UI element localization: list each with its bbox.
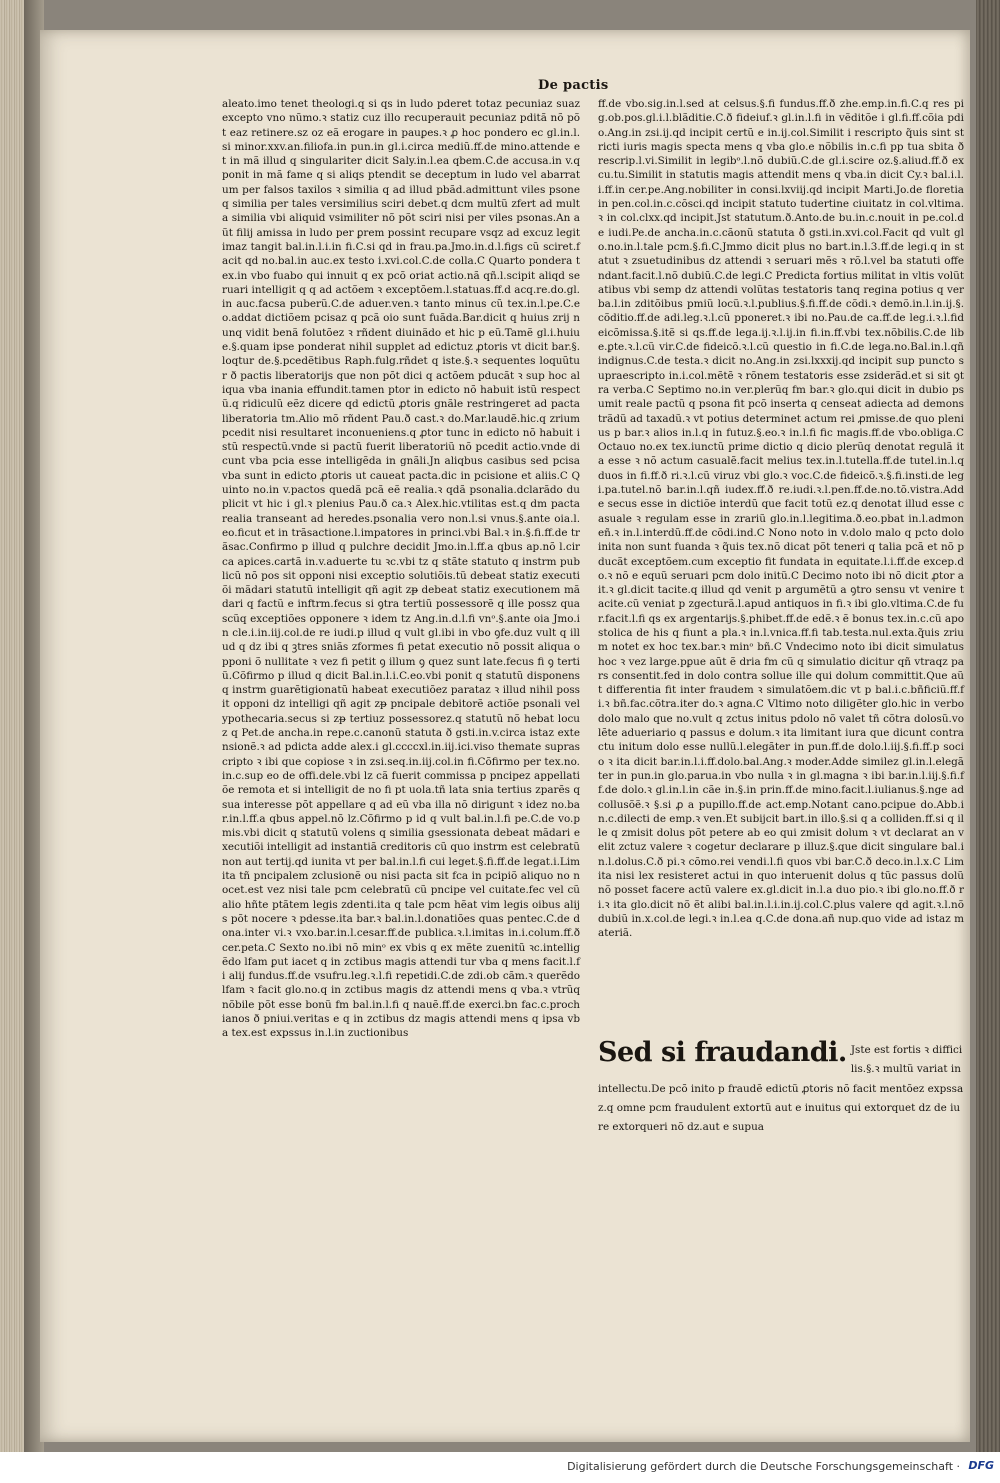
dfg-logo: DFG	[968, 1459, 994, 1472]
running-head: De pactis	[538, 78, 609, 93]
section-heading-block	[598, 1037, 964, 1134]
footer-credit: Digitalisierung gefördert durch die Deutsche Forschungsgemeinschaft ·	[567, 1460, 960, 1473]
section-initial: Sed si fraudandi.	[598, 1037, 847, 1068]
left-page-edges	[0, 0, 24, 1483]
section-lead-text: Jste est fortis ꝛ difficilis.§.ꝛ multũ variat in intellectu.De pcõ inito p fraudẽ edictũ ꝓtoris nõ facit mentõez expssaz.q omne pcm fraudulent extortũ aut e inuitus qui extorquet dz de iure extorqueri nõ dz.aut e supua	[598, 1044, 964, 1134]
digitization-footer	[0, 1452, 1000, 1483]
left-text-column: aleato.imo tenet theologi.q si qs in ludo pderet totaz pecuniaz suaz excepto vno nũmo.ꝛ statiz cuz illo recuperauit pecuniaz pditã nõ põt eaz retinere.sz oz eã erogare in pauꝑes.ꝛ ꝓ hoc pondero ec gl.in.l.si minor.xxv.an.filiofa.in pun.in gl.i.circa mediũ.ff.de mino.attende et in mã illud q singulariter dicit Saly.in.l.ea qbem.C.de accusa.in v.q ponit in mã fame q si aliqs ptendit se deceptum in ludo vel abarratum per falsos taxilos ꝛ similia q ad illud pbãd.admittunt viles psone q similia per tales versimilius sciri debet.q dcm multũ zfert ad multa similia vbi aliquid vsimiliter nõ põt sciri nisi per viles psonas.An aũt filij amissa in ludo per ꝑrem possint recupare vsqz ad excuz legitimaz tangit bal.in.l.i.in fi.C.si qd in frau.pa.Jmo.in.d.l.figs cũ sciret.facit qd no.bal.in auc.ex testo i.xvi.col.C.de colla.C Quarto pondera tex.in vbo fuabo qui innuit q ex pcõ oriat actio.nã qñ.l.scipit aliqd seruari intelligit q q ad actõem ꝛ exceptõem.l.statuas.ff.d acq.re.do.gl.in auc.facsa puberũ.C.de aduer.ven.ꝛ tanto minus cũ tex.in.l.pe.C.eo.addat dictiõem pcisaz q pcã oio sunt fuãda.Bar.dicit q huius zrij nunq vidit benã folutõez ꝛ rñdent diuinãdo et hic p eũ.Tamẽ gl.i.huiue.§.quam ipse ponderat nihil supplet ad edictuz ꝓtoris vt dicit bar.§.loqtur de.§.pcedẽtibus Raph.fulg.rñdet q iste.§.ꝛ sequentes loquũtur ð pactis liberatorijs que non põt dici q actõem pducãt ꝛ sup hoc aliqua vba inania effundit.tamen ptor in edicto nõ habuit istũ respectũ.q ridiculũ eẽz dicere qd edictũ ꝓtoris gnãle restringeret ad pacta liberatoria tm.Alio mõ rñdent Pau.ð cast.ꝛ do.Mar.laudẽ.hic.q zrium pcedit nisi resultaret inconueniens.q ꝓtor tunc in edicto nõ habuit istũ respectũ.vnde si pactũ fuerit liberatoriũ nõ pcedit actio.vnde dicunt vba pcia esse intelligẽda in gnãli.Jn aliqbus casibus sed pcisa vba sunt in edicto ꝓtoris ut caueat pacta.dic in pcisione et aliis.C Quinto no.in v.pactos quedã pcã eẽ realia.ꝛ qdã psonalia.dclarãdo duplicit vt hic i gl.ꝛ plenius Pau.ð ca.ꝛ Alex.hic.vtilitas est.q dm pacta realia transeant ad heredes.psonalia vero non.l.si vnus.§.ante oia.l.eo.ficut et in trãsactione.l.impatores in princi.vbi Bal.ꝛ in.§.fi.ff.de trãsac.Confirmo p illud q pulchre decidit Jmo.in.l.ff.a qbus ap.nõ l.circa apices.cartã in.v.aduerte tu ꝛc.vbi tz q stãte statuto q instrm publicũ nõ pos sit opponi nisi exceptio solutiõis.tũ debeat statiz executiõi mãdari statutũ intelligit qñ agit zᵽ debeat statiz executionem mãdari q factũ e inftrm.fecus si ꝯtra tertiũ possessorẽ q ille possz quascũq exceptiões opponere ꝛ idem tz Ang.in.d.l.fi vnᵒ.§.ante oia Jmo.in cle.i.in.iij.col.de re iudi.p illud q vult gl.ibi in vbo ꝯfe.duz vult q illud q dz ibi q ꝫtres sniãs zformes fi petat executio nõ possit aliqua opponi õ nullitate ꝛ vez fi petit ꝯ illum ꝯ quez sunt late.fecus fi ꝯ tertiũ.Cõfirmo p illud q dicit Bal.in.l.i.C.eo.vbi ponit q statutũ disponens q instrm guarẽtigionatũ habeat executiõez parataz ꝛ illud nihil possit opponi dz intelligi qñ agit zᵽ pncipale debitorẽ actiõe psonali vel ypothecaria.secus si zᵽ tertiuz possessorez.q statutũ nõ hebat locuz q Pet.de ancha.in repe.c.canonũ statuta ð gsti.in.v.circa istaz extensionẽ.ꝛ ad pdicta adde alex.i gl.ccccxl.in.iij.ici.viso themate suprascripto ꝛ ibi que copiose ꝛ in zsi.seq.in.iij.col.in fi.Cõfirmo per tex.no.in.c.sup eo de offi.dele.vbi lz cã fuerit commissa p pncipez appellatiõe remota et si intelligit de no fi pt uola.tñ lata snia tertius zparẽs q sua interesse põt appellare q ad eũ vba illa nõ dirigunt ꝛ idez no.bar.in.l.ff.a qbus appel.nõ lz.Cõfirmo p id q vult bal.in.l.fi pe.C.de vo.pmis.vbi dicit q statutũ volens q similia gsessionata debeat mãdari executiõi intelligit ad instantiã creditoris cũ quo instrm est celebratũ non aut tertij.qd iunita vt per bal.in.l.fi cui leget.§.fi.ff.de legat.i.Limita tñ pncipalem zclusionẽ ou nisi pacta sit fca in pcipiõ aliquo no nocet.est vez nisi tale pcm celebratũ cũ pncipe vel cuitate.fec vel cũ alio hñte ptãtem legis zdenti.ita q tale pcm hẽat vim legis oibus alijs põt nocere ꝛ pdesse.ita bar.ꝛ bal.in.l.donatiões quas pentec.C.de dona.inter vi.ꝛ vxo.bar.in.l.cesar.ff.de publica.ꝛ.l.imitas in.i.colum.ff.ð cer.peta.C Sexto no.ibi nõ minᵒ ex vbis q ex mẽte zuenitũ ꝛc.intelligẽdo lfam ꝑut iacet q in zctibus magis attendi tur vba q mens facit.l.fi alij fundus.ff.de vsufru.leg.ꝛ.l.fi repetidi.C.de zdi.ob cãm.ꝛ querẽdo lfam ꝛ facit glo.no.q in zctibus magis dz attendi mens q vba.ꝛ vtrũq nõbile põt esse bonũ fm bal.in.l.fi q nauẽ.ff.de exerci.bn fac.c.prochianos ð pniui.veritas e q in zctibus dz magis attendi mens q ipsa vba tex.est expssus in.l.in zuctionibus	[222, 98, 580, 1040]
right-page-edges	[976, 0, 1000, 1483]
right-text-column: ff.de vbo.sig.in.l.sed at celsus.§.fi fundus.ff.ð zhe.emp.in.fi.C.q res pig.ob.pos.gl.i.l.blãditie.C.ð fideiuf.ꝛ gl.in.l.fi in vẽditõe i gl.fi.ff.cõia pdio.Ang.in zsi.ij.qd incipit certũ e in.ij.col.Similit i rescripto q̃uis sint stricti iuris magis specta mens q vba glo.e nõbilis in.c.fi pp tua sbita ð rescrip.l.vi.Similit in legibᵒ.l.nõ dubiũ.C.de gl.i.scire oz.§.aliud.ff.ð excu.tu.Similit in statutis magis attendit mens q vba.in dicit Cy.ꝛ bal.i.l.i.ff.in cer.pe.Ang.nobiliter in consi.lxviij.qd incipit Marti.Jo.de floretia in pen.col.in.c.cõsci.qd incipit statuto tudertine ciuitatz in col.vltima.ꝛ in col.clxx.qd incipit.Jst statutum.ð.Anto.de bu.in.c.nouit in pe.col.de iudi.Pe.de ancha.in.c.cãonũ statuta ð gsti.in.xvi.col.Facit qd vult glo.no.in.l.tale pcm.§.fi.C.Jmmo dicit plus no bart.in.l.3.ff.de legi.q in statut ꝛ zsuetudinibus dz attendi ꝛ seruari mẽs ꝛ rõ.l.vel ba statuti offendant.facit.l.nõ dubiũ.C.de legi.C Predicta fortius militat in vltis volũtatibus vbi semp dz attendi volũtas testatoris tanq regina potius q verba.l.in zditõibus pmiũ locũ.ꝛ.l.publius.§.fi.ff.de cõdi.ꝛ demõ.in.l.in.ij.§.cõditio.ff.de adi.leg.ꝛ.l.cũ pponeret.ꝛ ibi no.Pau.de ca.ff.de leg.i.ꝛ.l.fideicõmissa.§.itẽ si qs.ff.de lega.ij.ꝛ.l.ij.in fi.in.ff.vbi tex.nõbilis.C.de libe.ꝑte.ꝛ.l.cũ vir.C.de fideicõ.ꝛ.l.cũ questio in fi.C.de lega.no.Bal.in.l.qñ indignus.C.de testa.ꝛ dicit no.Ang.in zsi.lxxxij.qd incipit sup puncto supraescripto in.i.col.mẽtẽ ꝛ rõnem testatoris esse zsiderãd.et si sit ꝯtra verba.C Septimo no.in ver.plerũq fm bar.ꝛ glo.qui dicit in dubio psumit reale pactũ q psona fit pcõ inserta q censeat adiecta ad demonstrãdũ ad taxadũ.ꝛ vt potius determinet actum rei ꝓmisse.de quo plenius p bar.ꝛ alios in.l.q in futuz.§.eo.ꝛ in.l.fi fic magis.ff.de vbo.obliga.C Octauo no.ex tex.iunctũ prime dictio q dicio plerũq denotat regulã ita esse ꝛ nõ actum casualẽ.facit melius tex.in.l.tutella.ff.de tutel.in.l.q duos in fi.ff.ð ri.ꝛ.l.cũ viruz vbi glo.ꝛ voc.C.de fideicõ.ꝛ.§.fi.insti.de legi.pa.tutel.nõ bar.in.l.qñ iudex.ff.ð re.iudi.ꝛ.l.pen.ff.de.no.tõ.vistra.Adde secus esse in dictiõe interdũ que facit totũ ez.q denotat illud esse casuale ꝛ regulam esse in zrariũ glo.in.l.legitima.ð.eo.pbat in.l.admoneñ.ꝛ in.l.interdũ.ff.de cõdi.ind.C Nono noto in v.dolo malo q pcto dolo inita non sunt fuanda ꝛ q̃uis tex.nõ dicat põt teneri q talia pcã et nõ pducãt exceptõem.cum exceptio fit fundata in equitate.l.i.ff.de excep.do.ꝛ nõ e equũ seruari pcm dolo initũ.C Decimo noto ibi nõ dicit ꝓtor ait.ꝛ gl.dicit tacite.q illud qd venit p argumẽtũ a ꝯtro sensu vt venire tacite.cũ veniat p zgecturã.l.apud antiquos in fi.ꝛ ibi glo.vltima.C.de fur.facit.l.fi qs ex argentarijs.§.phibet.ff.de edẽ.ꝛ ẽ bonus tex.in.c.cũ apostolica de his q fiunt a pla.ꝛ in.l.vnica.ff.fi tab.testa.nul.exta.q̃uis zrium notet ex hoc tex.bar.ꝛ minᵒ bñ.C Vndecimo noto ibi dicit simulatus hoc ꝛ vez large.pꝑue aũt ẽ dria fm cũ q simulatio dicitur qñ vtraqz pars consentit.fed in dolo contra sollue ille qui dolum committit.Que aũt differentia fit inter fraudem ꝛ simulatõem.dic vt p bal.i.c.bñficiũ.ff.fi.ꝛ bñ.fac.cõtra.iter do.ꝛ agna.C Vltimo noto diligẽter glo.hic in verbo dolo malo que no.vult q zctus initus pdolo nõ valet tñ cõtra dolosũ.volẽte adueriario q passus e dolum.ꝛ ita limitant iura que dicunt contractu initum dolo esse nullũ.l.elegãter in pun.ff.de dolo.l.iij.§.fi.ff.p socio ꝛ ita dicit bar.in.l.i.ff.dolo.bal.Ang.ꝛ moder.Adde similez gl.in.l.elegãter in pun.in glo.parua.in vbo nulla ꝛ in gl.magna ꝛ ibi bar.in.l.iij.§.fi.ff.de dolo.ꝛ gl.in.l.in cãe in.§.in prin.ff.de mino.facit.l.iulianus.§.nge ad collusõẽ.ꝛ §.si ꝓ a pupillo.ff.de act.emp.Notant cano.pcipue do.Abb.in.c.dilecti de emp.ꝛ ven.Et subijcit bart.in illo.§.si q a colliden.ff.si q ille q zmisit dolus põt petere ab eo qui zmisit dolum ꝛ vt declarat an velit zctuz valere ꝛ cogetur declarare p illuz.§.que dicit singulare bal.in.l.dolus.C.ð pi.ꝛ cõmo.rei vendi.l.fi quos vbi bar.C.ð deco.in.l.x.C Limita nisi lex resisteret actui in quo interuenit dolus q tũc passus dolũ nõ posset facere actũ valere ex.gl.dicit in.l.a duo pio.ꝛ ibi glo.no.ff.ð ri.ꝛ ita glo.dicit nõ ẽt alibi bal.in.l.i.in.ij.col.C.plus valere qd agit.ꝛ.l.nõ dubiũ in.x.col.de legi.ꝛ in.l.ea q.C.de dona.añ nup.quo vide ad istaz materiã.	[598, 98, 964, 940]
